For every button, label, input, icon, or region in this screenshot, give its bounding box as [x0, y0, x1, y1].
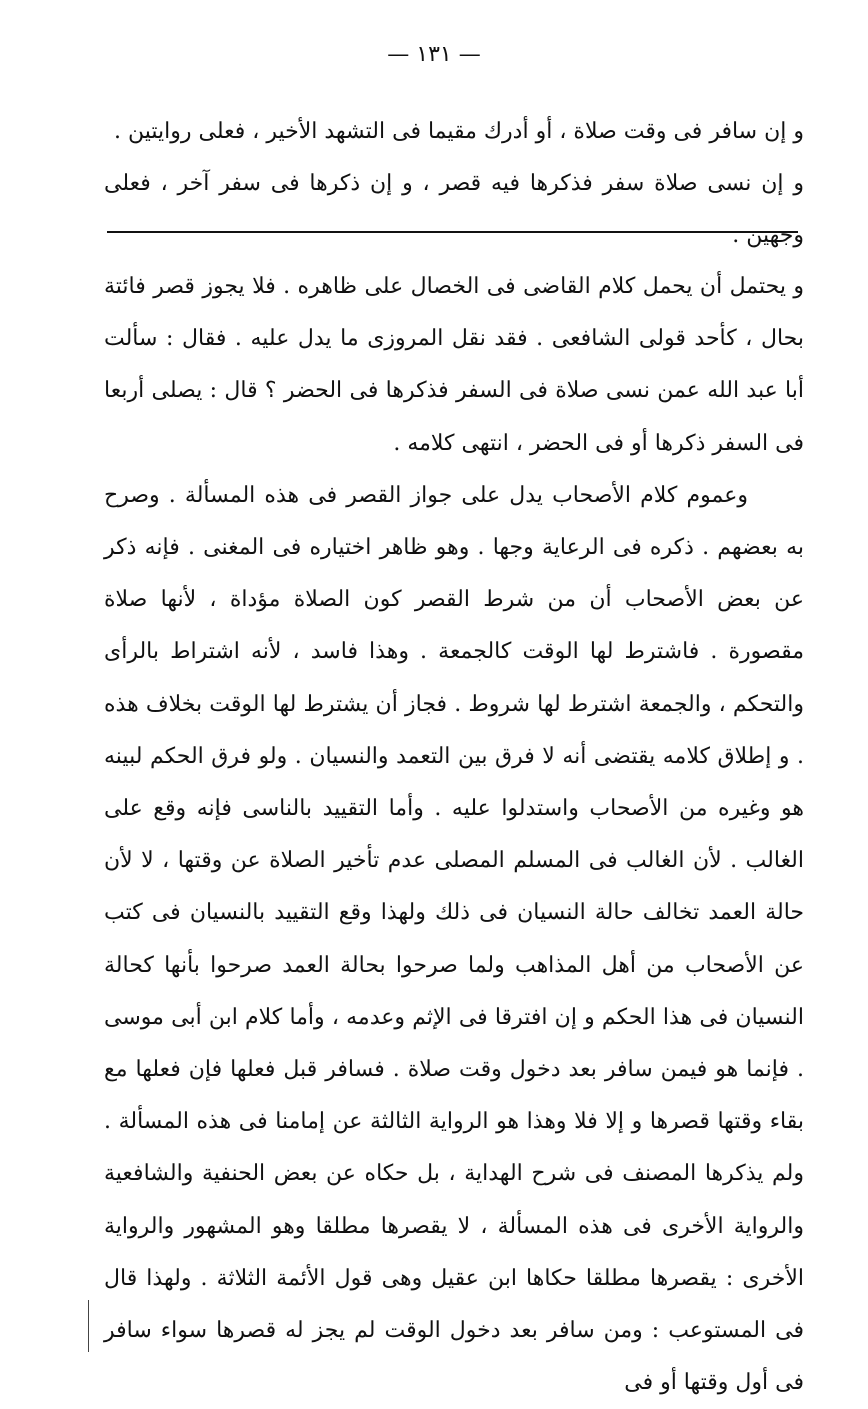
- margin-mark: [88, 1300, 89, 1352]
- commentary: [104, 261, 804, 1409]
- page-number: — ١٣١ —: [387, 42, 481, 67]
- section-divider: [107, 231, 798, 233]
- commentary-paragraph: وعموم كلام الأصحاب يدل على جواز القصر فى هذه المسألة . وصرح به بعضهم . ذكره فى الرعاية وجها . وهو ظاهر اختياره فى المغنى . فإنه ذكر عن بعض الأصحاب أن من شرط القصر كون الصلاة مؤداة ، لأنها صلاة مقصورة . فاشترط لها الوقت كالجمعة . وهذا فاسد ، لأنه اشتراط بالرأى والتحكم ، والجمعة اشترط لها شروط . فجاز أن يشترط لها الوقت بخلاف هذه . و إطلاق كلامه يقتضى أنه لا فرق بين التعمد والنسيان . ولو فرق الحكم لبينه هو وغيره من الأصحاب واستدلوا عليه . وأما التقييد بالناسى فإنه وقع على الغالب . لأن الغالب فى المسلم المصلى عدم تأخير الصلاة عن وقتها ، لا لأن حالة العمد تخالف حالة النسيان فى ذلك ولهذا وقع التقييد بالنسيان فى كتب عن الأصحاب من أهل المذاهب ولما صرحوا بحالة العمد صرحوا بأنها كحالة النسيان فى هذا الحكم و إن افترقا فى الإثم وعدمه ، وأما كلام ابن أبى موسى . فإنما هو فيمن سافر بعد دخول وقت صلاة . فسافر قبل فعلها فإن فعلها مع بقاء وقتها قصرها و إلا فلا وهذا هو الرواية الثالثة عن إمامنا فى هذه المسألة . ولم يذكرها المصنف فى شرح الهداية ، بل حكاه عن بعض الحنفية والشافعية والرواية الأخرى فى هذه المسألة ، لا يقصرها مطلقا وهو المشهور والرواية الأخرى : يقصرها مطلقا حكاها ابن عقيل وهى قول الأئمة الثلاثة . ولهذا قال فى المستوعب : ومن سافر بعد دخول الوقت لم يجز له قصرها سواء سافر فى أول وقتها أو فى: [104, 482, 804, 1396]
- main-text-line: و إن نسى صلاة سفر فذكرها فيه قصر ، و إن ذكرها فى سفر آخر ، فعلى وجهين .: [104, 171, 804, 249]
- main-text: [104, 106, 804, 263]
- commentary-paragraph: و يحتمل أن يحمل كلام القاضى فى الخصال على ظاهره . فلا يجوز قصر فائتة بحال ، كأحد قولى الشافعى . فقد نقل المروزى ما يدل عليه . فقال : سألت أبا عبد الله عمن نسى صلاة فى السفر فذكرها فى الحضر ؟ قال : يصلى أربعا فى السفر ذكرها أو فى الحضر ، انتهى كلامه .: [104, 274, 804, 456]
- main-text-line: و إن سافر فى وقت صلاة ، أو أدرك مقيما فى التشهد الأخير ، فعلى روايتين .: [114, 119, 804, 144]
